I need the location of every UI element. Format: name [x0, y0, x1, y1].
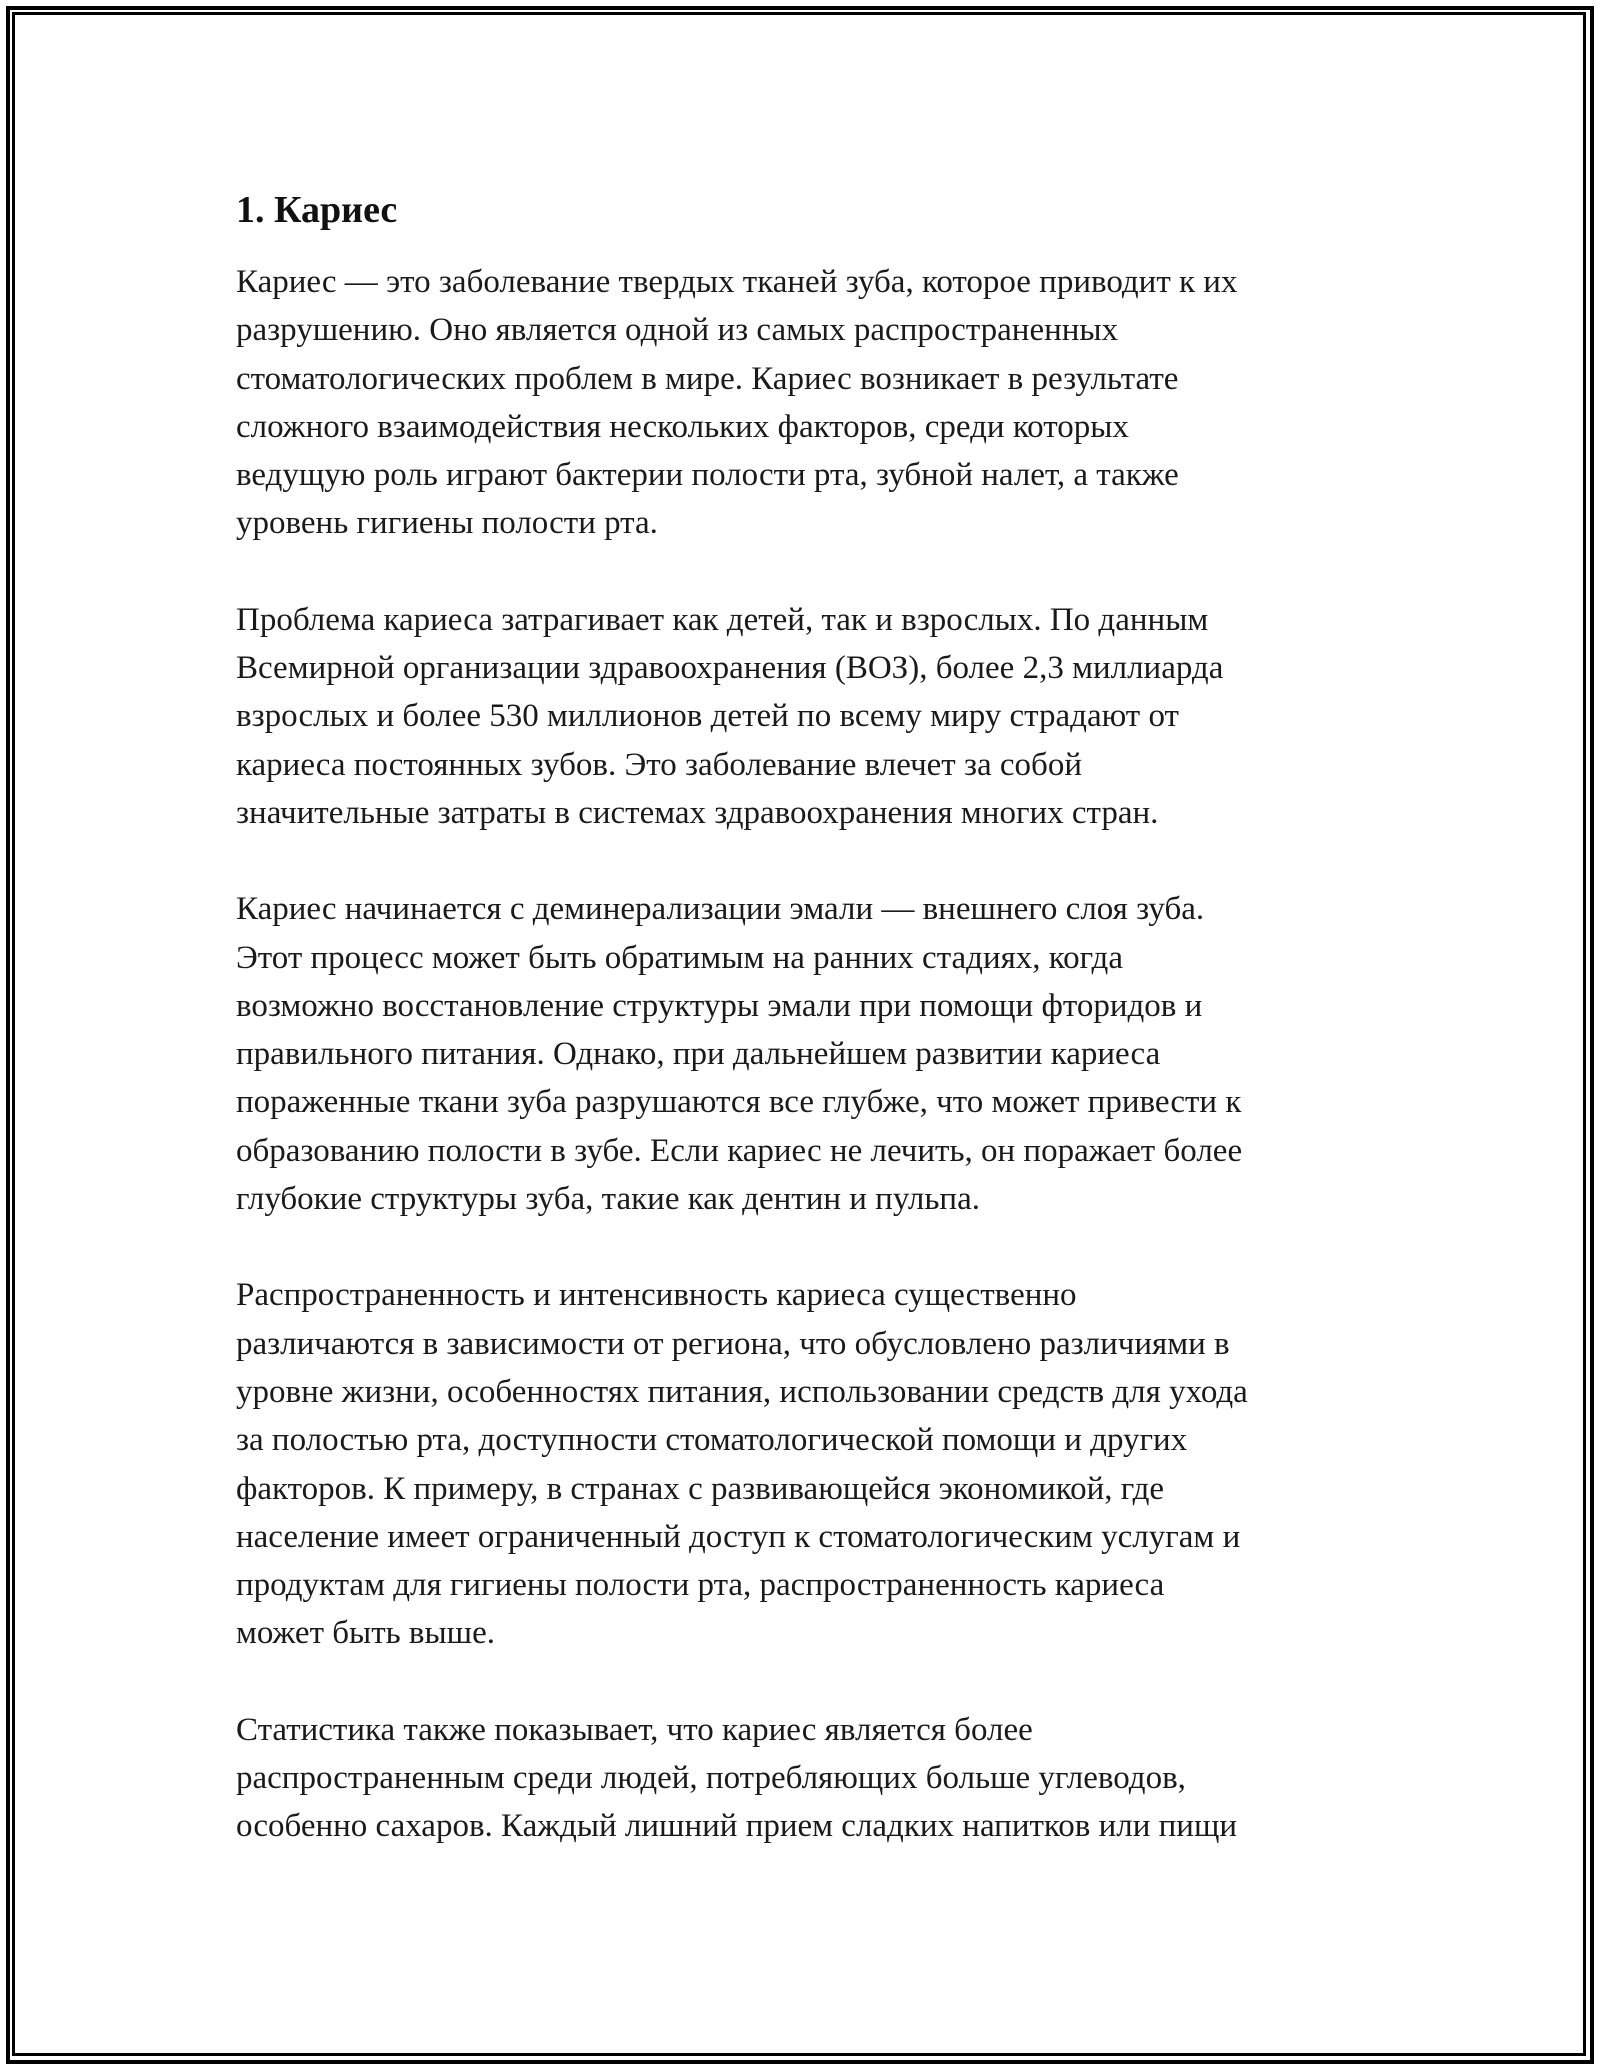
document-body [236, 186, 1386, 1899]
paragraph-development: Кариес начинается с деминерализации эмали — внешнего слоя зуба. Этот процесс может быть обратимым на ранних стадиях, когда возможно восстановление структуры эмали при помощи фторидов и правильного питания. Однако, при дальнейшем развитии кариеса пораженные ткани зуба разрушаются все глубже, что может привести к образованию полости в зубе. Если кариес не лечить, он поражает более глубокие структуры зуба, такие как дентин и пульпа. [236, 891, 1243, 1218]
paragraph-intro: Кариес — это заболевание твердых тканей зуба, которое приводит к их разрушению. Оно является одной из самых распространенных стоматологических проблем в мире. Кариес возникает в результате сложного взаимодействия нескольких факторов, среди которых ведущую роль играют бактерии полости рта, зубной налет, а также уровень гигиены полости рта. [236, 264, 1238, 542]
section-heading: 1. Кариес [236, 189, 398, 231]
paragraph-regional: Распространенность и интенсивность кариеса существенно различаются в зависимости от региона, что обусловлено различиями в уровне жизни, особенностях питания, использовании средств для ухода за полостью рта, доступности стоматологической помощи и других факторов. К примеру, в странах с развивающейся экономикой, где население имеет ограниченный доступ к стоматологическим услугам и продуктам для гигиены полости рта, распространенность кариеса может быть выше. [236, 1277, 1248, 1652]
paragraph-prevalence: Проблема кариеса затрагивает как детей, так и взрослых. По данным Всемирной организации здравоохранения (ВОЗ), более 2,3 миллиарда взрослых и более 530 миллионов детей по всему миру страдают от кариеса постоянных зубов. Это заболевание влечет за собой значительные затраты в системах здравоохранения многих стран. [236, 601, 1224, 831]
paragraph-statistics: Статистика также показывает, что кариес является более распространенным среди людей, потребляющих больше углеводов, особенно сахаров. Каждый лишний прием сладких напитков или пищи [236, 1711, 1238, 1845]
